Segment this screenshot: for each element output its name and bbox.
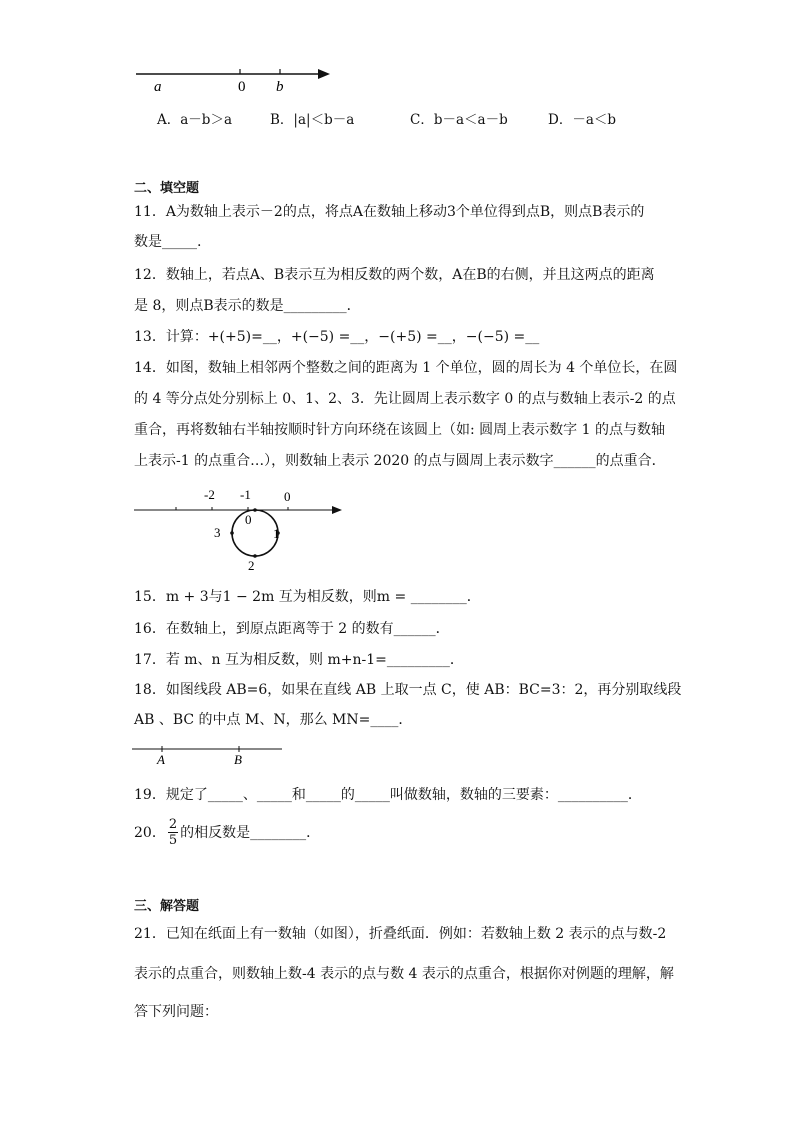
- question-18-line-1: 18．如图线段 AB=6，如果在直线 AB 上取一点 C，使 AB：BC=3：2，再分别取线段: [134, 682, 682, 698]
- point-a-label: a: [154, 79, 162, 95]
- section-heading-fill-in: 二、填空题: [134, 181, 200, 196]
- question-14-line-1: 14．如图，数轴上相邻两个整数之间的距离为 1 个单位，圆的周长为 4 个单位长，在圆: [134, 360, 678, 376]
- question-12-line-1: 12．数轴上，若点A、B表示互为相反数的两个数，A在B的右侧，并且这两点的距离: [134, 267, 655, 283]
- axis-label-neg2: -2: [204, 487, 215, 502]
- option-a[interactable]: A．a－b＞a: [157, 112, 232, 128]
- point-b-label: b: [276, 79, 284, 95]
- arrow-right-icon: [332, 506, 342, 514]
- section-heading-answer: 三、解答题: [134, 899, 200, 914]
- question-20-text: 的相反数是________．: [180, 825, 321, 841]
- option-b[interactable]: B．|a|＜b－a: [270, 112, 355, 128]
- question-16: 16．在数轴上，到原点距离等于 2 的数有______．: [134, 621, 450, 637]
- option-c[interactable]: C．b－a＜a－b: [410, 112, 508, 128]
- origin-label: 0: [238, 79, 246, 95]
- option-d[interactable]: D．－a＜b: [548, 112, 617, 128]
- top-number-line: [130, 62, 340, 96]
- segment-label-b: B: [234, 752, 242, 767]
- circle-label-3: 3: [214, 525, 221, 540]
- question-11-line-1: 11．A为数轴上表示－2的点，将点A在数轴上移动3个单位得到点B，则点B表示的: [134, 204, 645, 220]
- fraction-denominator: 5: [168, 832, 178, 848]
- question-13: 13．计算：+(+5)=__，+(−5) =__，−(+5) =__，−(−5) =__: [134, 329, 540, 345]
- question-17: 17．若 m、n 互为相反数，则 m+n-1=_________．: [134, 652, 464, 668]
- question-14-line-3: 重合，再将数轴右半轴按顺时针方向环绕在该圆上（如: 圆周上表示数字 1 的点与数轴: [134, 422, 665, 438]
- question-18-figure: [130, 742, 290, 770]
- question-11-line-2: 数是_____.: [134, 234, 202, 250]
- question-14-figure: [130, 484, 350, 574]
- fraction: [168, 817, 178, 848]
- question-14-line-2: 的 4 等分点处分别标上 0、1、2、3．先让圆周上表示数字 0 的点与数轴上表示-2 的点: [134, 391, 676, 407]
- arrow-right-icon: [318, 69, 330, 79]
- fraction-numerator: 2: [168, 816, 178, 832]
- question-21-line-1: 21．已知在纸面上有一数轴（如图），折叠纸面．例如：若数轴上数 2 表示的点与数-2: [134, 926, 667, 942]
- question-20-number: 20．: [134, 825, 166, 841]
- axis-label-zero: 0: [284, 489, 291, 504]
- segment-label-a: A: [157, 752, 165, 767]
- circle-label-2: 2: [248, 558, 255, 573]
- question-18-line-2: AB 、BC 的中点 M、N，那么 MN=____．: [134, 712, 413, 728]
- axis-label-neg1: -1: [240, 487, 251, 502]
- question-14-line-4: 上表示-1 的点重合…），则数轴上表示 2020 的点与圆周上表示数字______的点重合．: [134, 453, 666, 469]
- question-19: 19．规定了_____、_____和_____的_____叫做数轴，数轴的三要素：__________．: [134, 787, 642, 803]
- question-20: [134, 812, 320, 852]
- question-12-line-2: 是 8，则点B表示的数是_________．: [134, 298, 361, 314]
- question-21-line-3: 答下列问题：: [134, 1004, 218, 1020]
- number-circle: [232, 510, 278, 556]
- circle-label-0: 0: [245, 512, 252, 527]
- question-21-line-2: 表示的点重合，则数轴上数-4 表示的点与数 4 表示的点重合，根据你对例题的理解，解: [134, 966, 674, 982]
- question-15: 15．m + 3与1 − 2m 互为相反数，则m = ________．: [134, 589, 481, 605]
- circle-label-1: 1: [273, 526, 280, 541]
